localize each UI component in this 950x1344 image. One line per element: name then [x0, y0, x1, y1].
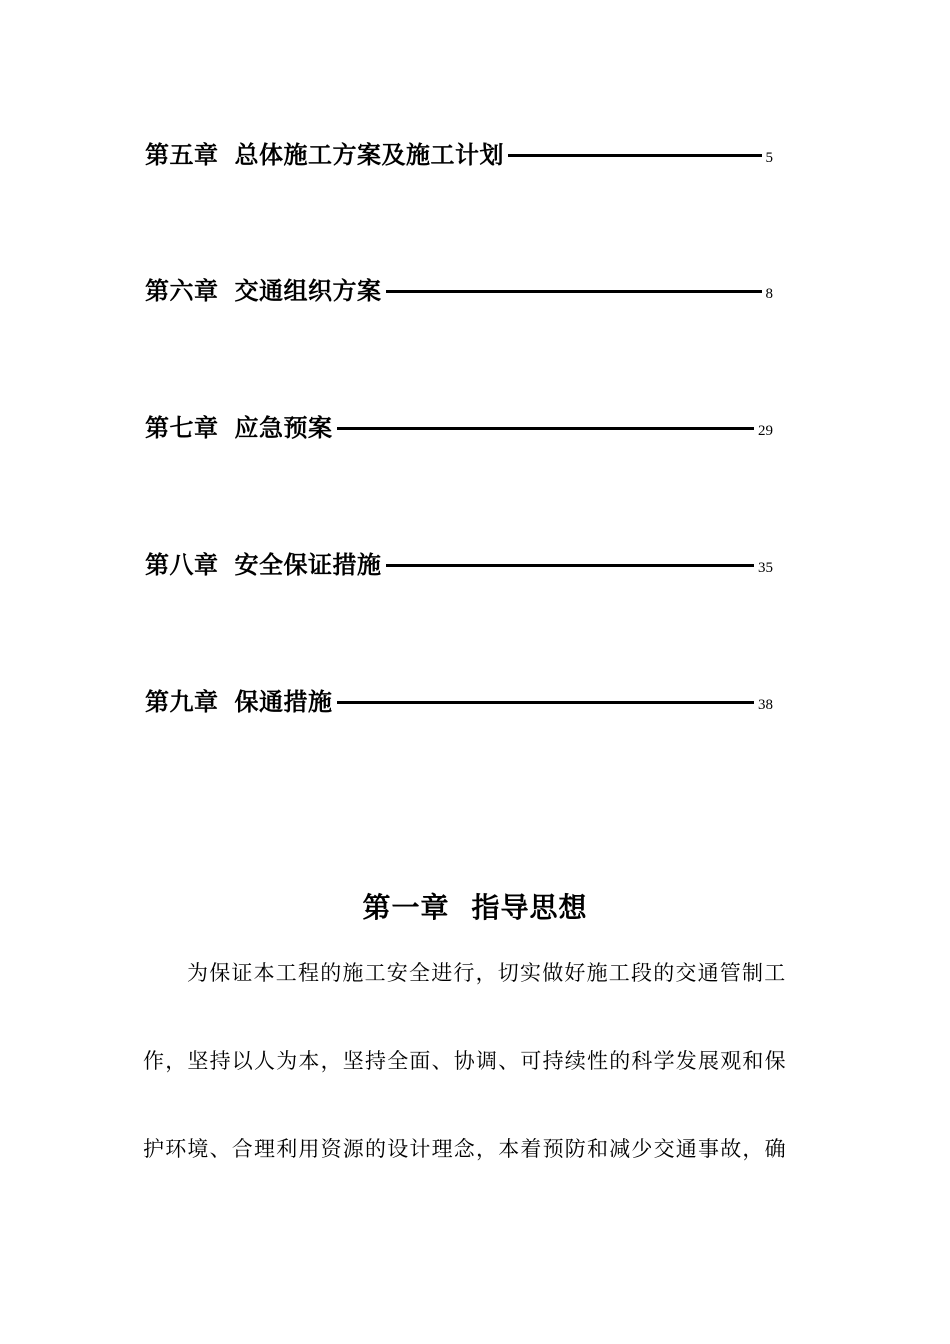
toc-page-number: 29: [758, 423, 773, 439]
toc-page-number: 38: [758, 697, 773, 713]
body-paragraph-line: 护环境、合理利用资源的设计理念，本着预防和减少交通事故，确: [143, 1137, 787, 1161]
toc-chapter-title: 保通措施: [234, 688, 333, 716]
toc-page-number: 35: [758, 560, 773, 576]
toc-leader-line: [508, 154, 762, 157]
toc-leader-line: [337, 427, 755, 430]
body-paragraph-line: 为保证本工程的施工安全进行，切实做好施工段的交通管制工: [187, 961, 787, 985]
toc-chapter-title: 安全保证措施: [234, 551, 382, 579]
toc-chapter-title: 总体施工方案及施工计划: [234, 141, 504, 169]
toc-leader-line: [386, 564, 755, 567]
body-paragraph-line: 作，坚持以人为本，坚持全面、协调、可持续性的科学发展观和保: [143, 1049, 787, 1073]
toc-entry-chapter-5[interactable]: [145, 136, 785, 170]
toc-leader-line: [386, 290, 762, 293]
toc-entry-chapter-6[interactable]: [145, 272, 785, 306]
toc-entry-chapter-9[interactable]: [145, 683, 785, 717]
toc-chapter-title: 交通组织方案: [234, 277, 382, 305]
chapter-one-body: [143, 950, 803, 1214]
toc-page-number: 8: [765, 286, 773, 302]
toc-chapter-number: 第五章: [145, 141, 219, 169]
toc-chapter-title: 应急预案: [234, 414, 333, 442]
toc-leader-line: [337, 701, 755, 704]
toc-chapter-number: 第七章: [145, 414, 219, 442]
chapter-one-number: 第一章: [362, 891, 450, 924]
toc-chapter-number: 第九章: [145, 688, 219, 716]
chapter-one-heading: [0, 888, 950, 928]
chapter-one-title: 指导思想: [471, 891, 588, 924]
toc-entry-chapter-8[interactable]: [145, 546, 785, 580]
toc-page-number: 5: [765, 150, 773, 166]
toc-entry-chapter-7[interactable]: [145, 409, 785, 443]
toc-chapter-number: 第八章: [145, 551, 219, 579]
toc-chapter-number: 第六章: [145, 277, 219, 305]
